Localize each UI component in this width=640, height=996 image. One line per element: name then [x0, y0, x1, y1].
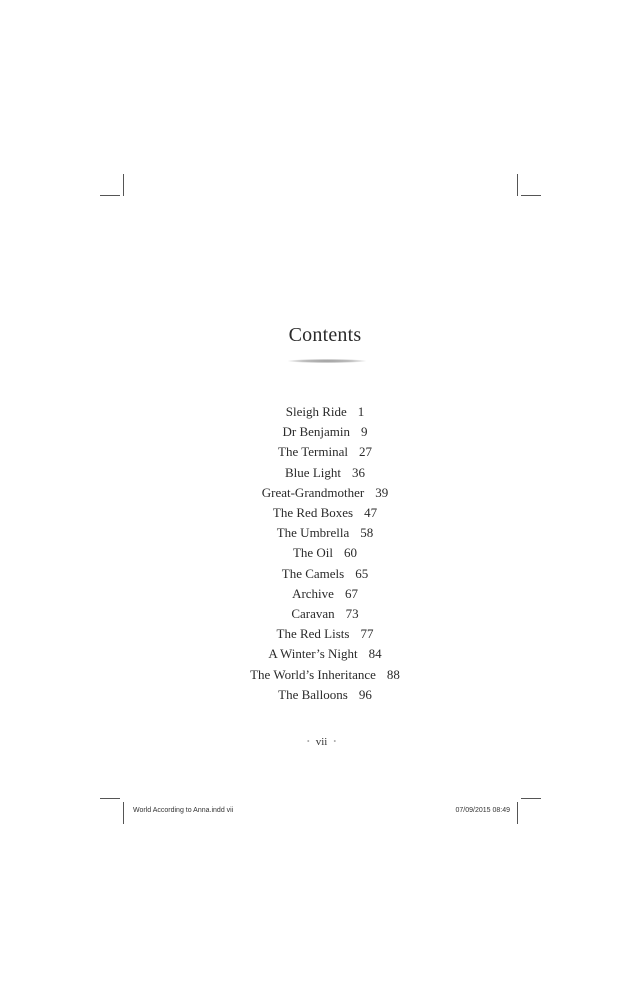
toc-entry[interactable]	[0, 543, 640, 563]
toc-entry-title: The Umbrella	[276, 525, 350, 541]
toc-entry-title: Archive	[292, 585, 334, 601]
crop-mark-bottom-right-vertical	[517, 802, 518, 824]
toc-entry[interactable]	[0, 685, 640, 705]
toc-entry-title: The Balloons	[278, 686, 348, 702]
toc-entry-page-number: 58	[360, 525, 374, 541]
crop-mark-top-left-vertical	[123, 174, 124, 196]
toc-entry-page-number: 84	[368, 646, 382, 662]
toc-entry-title: The Red Lists	[276, 626, 350, 642]
toc-entry-title: A Winter’s Night	[268, 646, 358, 662]
crop-mark-bottom-right-horizontal	[521, 798, 541, 799]
toc-entry-page-number: 9	[361, 424, 368, 440]
crop-mark-bottom-left-vertical	[123, 802, 124, 824]
toc-entry[interactable]	[0, 584, 640, 604]
crop-mark-top-right-vertical	[517, 174, 518, 196]
toc-entry-page-number: 65	[355, 565, 369, 581]
toc-entry-page-number: 36	[351, 464, 365, 480]
toc-entry[interactable]	[0, 442, 640, 462]
toc-entry-page-number: 39	[375, 484, 389, 500]
toc-entry-title: The World’s Inheritance	[250, 666, 376, 682]
toc-entry[interactable]	[0, 483, 640, 503]
toc-entry-page-number: 60	[344, 545, 358, 561]
slug-filename: World According to Anna.indd vii	[133, 807, 234, 814]
toc-entry-title: The Terminal	[278, 444, 348, 460]
toc-entry[interactable]	[0, 604, 640, 624]
toc-entry-title: Blue Light	[285, 464, 341, 480]
toc-entry-page-number: 27	[358, 444, 372, 460]
toc-entry[interactable]	[0, 624, 640, 644]
folio-dot-left: •	[306, 737, 310, 746]
heading-ornament-divider	[288, 359, 366, 363]
crop-mark-top-left-horizontal	[100, 195, 120, 196]
toc-entry-page-number: 73	[345, 606, 359, 622]
toc-entry-title: Dr Benjamin	[282, 424, 350, 440]
toc-entry-title: Sleigh Ride	[285, 404, 347, 419]
toc-entry[interactable]	[0, 523, 640, 543]
toc-entry-page-number: 47	[364, 505, 378, 521]
slug-timestamp: 07/09/2015 08:49	[455, 807, 510, 814]
toc-entry[interactable]	[0, 503, 640, 523]
toc-entry[interactable]	[0, 402, 640, 422]
toc-entry[interactable]	[0, 564, 640, 584]
toc-entry-page-number: 67	[344, 585, 358, 601]
crop-mark-top-right-horizontal	[521, 195, 541, 196]
toc-entry-page-number: 1	[357, 404, 365, 419]
folio-page-number: vii	[315, 736, 328, 748]
toc-entry-title: The Red Boxes	[272, 505, 354, 521]
toc-entry-page-number: 88	[386, 666, 400, 682]
toc-entry-title: The Oil	[292, 545, 334, 561]
toc-entry-page-number: 77	[360, 626, 374, 642]
crop-mark-bottom-left-horizontal	[100, 798, 120, 799]
toc-entry-page-number: 96	[358, 686, 372, 702]
toc-entry[interactable]	[0, 644, 640, 664]
toc-entry-title: Great-Grandmother	[261, 484, 365, 500]
page-folio	[0, 736, 640, 748]
contents-heading: Contents	[288, 324, 362, 346]
folio-dot-right: •	[333, 737, 337, 746]
toc-entry[interactable]	[0, 422, 640, 442]
toc-entry-title: The Camels	[281, 565, 345, 581]
toc-entry[interactable]	[0, 463, 640, 483]
toc-entry-title: Caravan	[291, 606, 335, 622]
toc-entry[interactable]	[0, 665, 640, 685]
table-of-contents	[0, 402, 640, 705]
